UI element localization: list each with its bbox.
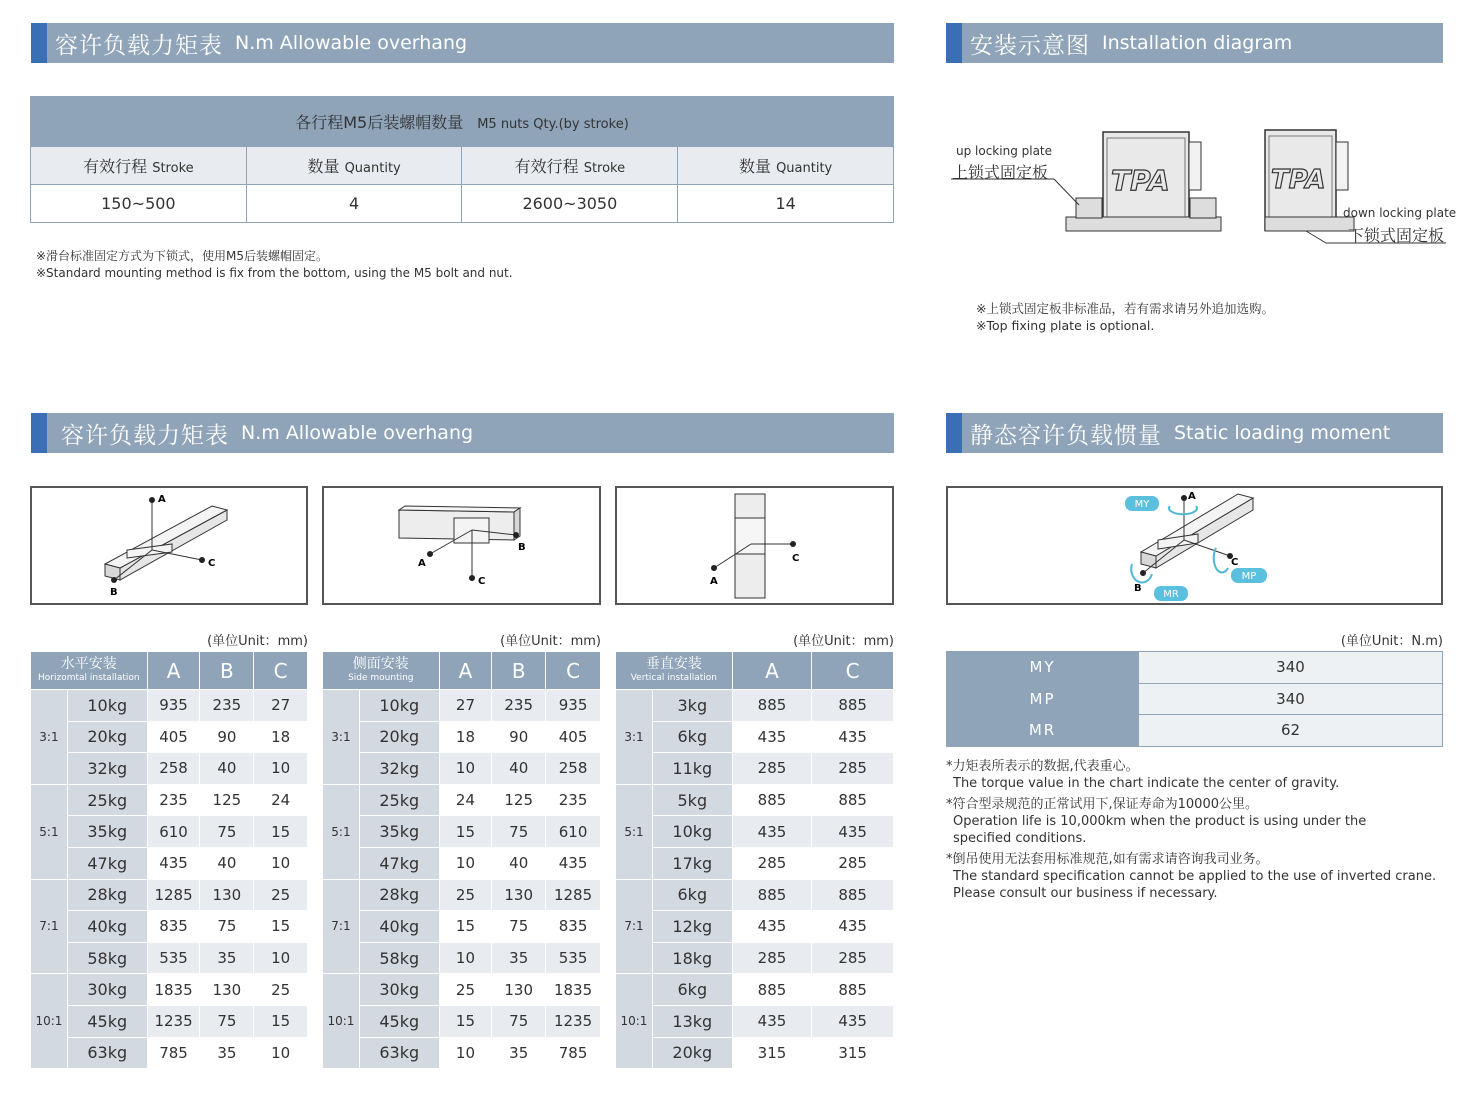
- nuts-cell: 4: [246, 185, 462, 223]
- axis-label-c: C: [792, 553, 800, 564]
- note-en: Please consult our business if necessary.: [953, 886, 1218, 901]
- vertical-overhang-table: [615, 651, 894, 1069]
- value-cell: 1285: [546, 879, 601, 911]
- value-cell: 35: [492, 942, 546, 974]
- value-cell: 835: [546, 911, 601, 943]
- axis-label-b: B: [1134, 583, 1142, 594]
- table-row: [31, 690, 308, 722]
- value-cell: 785: [546, 1037, 601, 1069]
- axis-label-a: A: [710, 576, 718, 587]
- value-cell: 235: [147, 784, 200, 816]
- col-en: Stroke: [583, 161, 626, 176]
- value-cell: 15: [254, 816, 308, 848]
- header-accent-bar: [946, 413, 962, 453]
- value-cell: 405: [546, 721, 601, 753]
- value-cell: 885: [812, 974, 894, 1006]
- value-cell: 785: [147, 1037, 200, 1069]
- value-cell: 10: [439, 753, 492, 785]
- value-cell: 610: [546, 816, 601, 848]
- load-cell: 3kg: [652, 690, 732, 722]
- unit-label: (单位Unit：mm): [207, 634, 308, 649]
- horizontal-overhang-table: [30, 651, 308, 1069]
- load-cell: 58kg: [359, 942, 439, 974]
- value-cell: 130: [492, 879, 546, 911]
- side-mount-diagram: [322, 486, 601, 605]
- value-cell: 10: [254, 1037, 308, 1069]
- static-value: 340: [1139, 652, 1443, 684]
- label-zh: 侧面安装: [352, 655, 409, 672]
- table-row: [323, 942, 601, 974]
- header-accent-bar: [31, 23, 47, 63]
- up-plate-label-en: up locking plate: [956, 144, 1053, 158]
- header-title-en: Installation diagram: [1102, 32, 1293, 54]
- value-cell: 125: [200, 784, 254, 816]
- table-row: [31, 784, 308, 816]
- static-row: [947, 652, 1443, 684]
- value-cell: 835: [147, 911, 200, 943]
- load-cell: 11kg: [652, 753, 732, 785]
- load-cell: 40kg: [359, 911, 439, 943]
- header-accent-bar: [946, 23, 962, 63]
- vertical-table-label: [616, 652, 733, 690]
- static-key: MR: [947, 715, 1139, 747]
- overhang-section-header: [31, 413, 894, 453]
- value-cell: 130: [492, 974, 546, 1006]
- down-plate-label-zh: 下锁式固定板: [1348, 226, 1445, 245]
- nuts-cell: 2600~3050: [462, 185, 678, 223]
- axis-label-a: A: [418, 558, 426, 569]
- value-cell: 75: [492, 911, 546, 943]
- nuts-col-stroke: [31, 147, 247, 185]
- value-cell: 235: [200, 690, 254, 722]
- table-row: [323, 816, 601, 848]
- table-row: [323, 753, 601, 785]
- col-header: C: [812, 652, 894, 690]
- load-cell: 18kg: [652, 942, 732, 974]
- table-row: [31, 974, 308, 1006]
- ratio-cell: 10:1: [323, 974, 360, 1069]
- table-row: [616, 847, 894, 879]
- col-header: A: [147, 652, 200, 690]
- note-en: specified conditions.: [953, 831, 1087, 846]
- value-cell: 435: [732, 1005, 812, 1037]
- value-cell: 24: [254, 784, 308, 816]
- mp-rotation-arrow: [1214, 548, 1228, 573]
- nuts-col-qty: [246, 147, 462, 185]
- nuts-table-title: [31, 97, 894, 147]
- load-cell: 6kg: [652, 721, 732, 753]
- table-row: [323, 721, 601, 753]
- load-cell: 5kg: [652, 784, 732, 816]
- value-cell: 235: [546, 784, 601, 816]
- load-cell: 35kg: [359, 816, 439, 848]
- load-cell: 20kg: [359, 721, 439, 753]
- static-value: 340: [1139, 683, 1443, 715]
- value-cell: 1835: [546, 974, 601, 1006]
- value-cell: 10: [439, 847, 492, 879]
- value-cell: 75: [200, 1005, 254, 1037]
- table-row: [31, 911, 308, 943]
- value-cell: 18: [439, 721, 492, 753]
- table-row: [323, 1005, 601, 1037]
- right-notes: [946, 758, 1446, 902]
- static-moment-table: [946, 651, 1443, 747]
- ratio-cell: 5:1: [323, 784, 360, 879]
- value-cell: 15: [439, 911, 492, 943]
- nuts-note-zh: ※滑台标准固定方式为下锁式，使用M5后装螺帽固定。: [36, 249, 329, 263]
- unit-label: (单位Unit：mm): [793, 634, 894, 649]
- value-cell: 130: [200, 879, 254, 911]
- load-cell: 10kg: [359, 690, 439, 722]
- value-cell: 535: [546, 942, 601, 974]
- static-row: [947, 683, 1443, 715]
- my-badge-label: MY: [1134, 499, 1150, 510]
- label-en: Horizomtal installation: [38, 672, 140, 683]
- value-cell: 885: [812, 784, 894, 816]
- note-en: Operation life is 10,000km when the product is using under the: [953, 814, 1367, 829]
- load-cell: 10kg: [652, 816, 732, 848]
- axis-label-c: C: [1231, 557, 1239, 568]
- table-row: [616, 1037, 894, 1069]
- value-cell: 40: [492, 847, 546, 879]
- nuts-title-zh: 各行程M5后装螺帽数量: [295, 113, 464, 132]
- table-row: [31, 942, 308, 974]
- value-cell: 15: [254, 911, 308, 943]
- axis-label-c: C: [478, 576, 486, 587]
- value-cell: 435: [732, 816, 812, 848]
- header-title-en: N.m Allowable overhang: [235, 32, 468, 54]
- value-cell: 435: [812, 816, 894, 848]
- header-title-en: Static loading moment: [1174, 422, 1391, 444]
- value-cell: 1835: [147, 974, 200, 1006]
- load-cell: 63kg: [67, 1037, 147, 1069]
- note-en: The standard specification cannot be applied to the use of inverted crane.: [953, 869, 1437, 884]
- label-zh: 垂直安装: [645, 655, 702, 672]
- value-cell: 25: [254, 879, 308, 911]
- load-cell: 20kg: [67, 721, 147, 753]
- col-header: A: [439, 652, 492, 690]
- load-cell: 20kg: [652, 1037, 732, 1069]
- table-row: [616, 911, 894, 943]
- unit-label: (单位Unit：N.m): [1340, 634, 1443, 649]
- tpa-logo: TPA: [1271, 165, 1326, 195]
- value-cell: 75: [200, 911, 254, 943]
- table-row: [31, 847, 308, 879]
- value-cell: 285: [732, 942, 812, 974]
- down-plate-label-en: down locking plate: [1343, 206, 1457, 220]
- load-cell: 45kg: [359, 1005, 439, 1037]
- static-value: 62: [1139, 715, 1443, 747]
- ratio-cell: 7:1: [323, 879, 360, 974]
- install-section-header: [946, 23, 1443, 63]
- value-cell: 435: [812, 721, 894, 753]
- table-row: [616, 1005, 894, 1037]
- value-cell: 10: [254, 753, 308, 785]
- ratio-cell: 3:1: [323, 690, 360, 785]
- load-cell: 35kg: [67, 816, 147, 848]
- load-cell: 32kg: [67, 753, 147, 785]
- value-cell: 15: [254, 1005, 308, 1037]
- value-cell: 285: [732, 753, 812, 785]
- table-row: [616, 879, 894, 911]
- vertical-mount-diagram: [615, 486, 894, 605]
- note-en: The torque value in the chart indicate the center of gravity.: [953, 776, 1340, 791]
- value-cell: 10: [254, 847, 308, 879]
- value-cell: 285: [812, 942, 894, 974]
- mp-badge-label: MP: [1241, 571, 1257, 582]
- label-zh: 水平安装: [60, 655, 117, 672]
- horizontal-mount-diagram: [30, 486, 308, 605]
- nuts-cell: 150~500: [31, 185, 247, 223]
- table-row: [616, 816, 894, 848]
- value-cell: 25: [439, 879, 492, 911]
- value-cell: 1235: [546, 1005, 601, 1037]
- ratio-cell: 5:1: [31, 784, 68, 879]
- load-cell: 32kg: [359, 753, 439, 785]
- value-cell: 75: [200, 816, 254, 848]
- nuts-note: [36, 248, 513, 282]
- nuts-title-en: M5 nuts Qty.(by stroke): [477, 117, 629, 132]
- ratio-cell: 7:1: [616, 879, 653, 974]
- value-cell: 610: [147, 816, 200, 848]
- value-cell: 27: [254, 690, 308, 722]
- value-cell: 315: [812, 1037, 894, 1069]
- value-cell: 24: [439, 784, 492, 816]
- note-zh: *力矩表所表示的数据,代表重心。: [946, 759, 1139, 774]
- value-cell: 885: [812, 879, 894, 911]
- col-header: A: [732, 652, 812, 690]
- col-zh: 数量: [307, 157, 340, 176]
- table-row: [323, 974, 601, 1006]
- col-en: Quantity: [344, 161, 401, 176]
- table-row: [31, 1005, 308, 1037]
- ratio-cell: 3:1: [31, 690, 68, 785]
- load-cell: 30kg: [359, 974, 439, 1006]
- value-cell: 90: [200, 721, 254, 753]
- col-header: B: [492, 652, 546, 690]
- static-key: MP: [947, 683, 1139, 715]
- load-cell: 25kg: [67, 784, 147, 816]
- value-cell: 885: [732, 784, 812, 816]
- value-cell: 435: [812, 911, 894, 943]
- col-header: C: [254, 652, 308, 690]
- install-note: [976, 300, 1274, 334]
- col-zh: 有效行程: [83, 157, 148, 176]
- load-cell: 6kg: [652, 974, 732, 1006]
- table-row: [31, 879, 308, 911]
- axis-label-b: B: [518, 542, 526, 553]
- value-cell: 885: [812, 690, 894, 722]
- static-moment-diagram: [946, 486, 1443, 605]
- install-note-en: ※Top fixing plate is optional.: [976, 318, 1155, 333]
- axis-label-a: A: [1188, 491, 1196, 502]
- load-cell: 6kg: [652, 879, 732, 911]
- ratio-cell: 5:1: [616, 784, 653, 879]
- my-rotation-arrow: [1169, 506, 1197, 514]
- value-cell: 885: [732, 879, 812, 911]
- nuts-note-en: ※Standard mounting method is fix from the bottom, using the M5 bolt and nut.: [36, 266, 513, 280]
- value-cell: 15: [439, 816, 492, 848]
- note-zh: *符合型录规范的正常试用下,保证寿命为10000公里。: [946, 797, 1258, 812]
- load-cell: 47kg: [67, 847, 147, 879]
- static-key: MY: [947, 652, 1139, 684]
- axis-label-c: C: [208, 558, 216, 569]
- nuts-section-header: [31, 23, 894, 63]
- ratio-cell: 7:1: [31, 879, 68, 974]
- ratio-cell: 3:1: [616, 690, 653, 785]
- value-cell: 25: [254, 974, 308, 1006]
- value-cell: 315: [732, 1037, 812, 1069]
- table-row: [31, 753, 308, 785]
- value-cell: 75: [492, 1005, 546, 1037]
- col-zh: 有效行程: [514, 157, 579, 176]
- load-cell: 10kg: [67, 690, 147, 722]
- tpa-logo: TPA: [1111, 164, 1170, 197]
- table-row: [323, 784, 601, 816]
- value-cell: 258: [147, 753, 200, 785]
- value-cell: 435: [732, 721, 812, 753]
- value-cell: 40: [200, 847, 254, 879]
- header-accent-bar: [31, 413, 47, 453]
- table-row: [616, 721, 894, 753]
- nuts-col-stroke: [462, 147, 678, 185]
- header-title-zh: 容许负载力矩表: [61, 422, 229, 449]
- load-cell: 28kg: [359, 879, 439, 911]
- note-zh: *倒吊使用无法套用标准规范,如有需求请咨询我司业务。: [946, 852, 1269, 867]
- value-cell: 10: [254, 942, 308, 974]
- load-cell: 28kg: [67, 879, 147, 911]
- table-row: [31, 816, 308, 848]
- table-row: [323, 690, 601, 722]
- value-cell: 405: [147, 721, 200, 753]
- value-cell: 535: [147, 942, 200, 974]
- axis-label-a: A: [158, 494, 166, 505]
- col-header: B: [200, 652, 254, 690]
- value-cell: 285: [812, 847, 894, 879]
- horizontal-table-label: [31, 652, 148, 690]
- value-cell: 435: [147, 847, 200, 879]
- value-cell: 435: [732, 911, 812, 943]
- col-en: Stroke: [152, 161, 194, 176]
- load-cell: 47kg: [359, 847, 439, 879]
- load-cell: 25kg: [359, 784, 439, 816]
- mr-badge-label: MR: [1163, 589, 1179, 600]
- value-cell: 885: [732, 974, 812, 1006]
- value-cell: 75: [492, 816, 546, 848]
- table-row: [616, 974, 894, 1006]
- nuts-table: [30, 96, 894, 223]
- table-row: [616, 784, 894, 816]
- value-cell: 125: [492, 784, 546, 816]
- value-cell: 25: [439, 974, 492, 1006]
- side-table-label: [323, 652, 440, 690]
- unit-label: (单位Unit：mm): [500, 634, 601, 649]
- table-row: [323, 847, 601, 879]
- header-title-zh: 容许负载力矩表: [55, 32, 223, 59]
- load-cell: 12kg: [652, 911, 732, 943]
- value-cell: 935: [147, 690, 200, 722]
- header-title-zh: 静态容许负载惯量: [970, 422, 1162, 449]
- value-cell: 435: [812, 1005, 894, 1037]
- table-row: [323, 1037, 601, 1069]
- value-cell: 1285: [147, 879, 200, 911]
- value-cell: 130: [200, 974, 254, 1006]
- table-row: [31, 721, 308, 753]
- value-cell: 285: [812, 753, 894, 785]
- up-plate-label-zh: 上锁式固定板: [952, 163, 1049, 182]
- value-cell: 35: [200, 1037, 254, 1069]
- value-cell: 885: [732, 690, 812, 722]
- install-note-zh: ※上锁式固定板非标准品，若有需求请另外追加选购。: [976, 301, 1274, 316]
- ratio-cell: 10:1: [616, 974, 653, 1069]
- value-cell: 258: [546, 753, 601, 785]
- col-header: C: [546, 652, 601, 690]
- value-cell: 235: [492, 690, 546, 722]
- label-en: Vertical installation: [630, 672, 717, 683]
- header-title-en: N.m Allowable overhang: [241, 422, 474, 444]
- load-cell: 17kg: [652, 847, 732, 879]
- value-cell: 35: [492, 1037, 546, 1069]
- nuts-col-qty: [678, 147, 894, 185]
- value-cell: 285: [732, 847, 812, 879]
- value-cell: 27: [439, 690, 492, 722]
- value-cell: 40: [492, 753, 546, 785]
- load-cell: 40kg: [67, 911, 147, 943]
- value-cell: 10: [439, 1037, 492, 1069]
- value-cell: 15: [439, 1005, 492, 1037]
- value-cell: 1235: [147, 1005, 200, 1037]
- side-overhang-table: [322, 651, 601, 1069]
- value-cell: 935: [546, 690, 601, 722]
- table-row: [616, 690, 894, 722]
- axis-label-b: B: [110, 587, 118, 598]
- value-cell: 40: [200, 753, 254, 785]
- value-cell: 18: [254, 721, 308, 753]
- static-section-header: [946, 413, 1443, 453]
- value-cell: 10: [439, 942, 492, 974]
- col-zh: 数量: [738, 157, 771, 176]
- value-cell: 35: [200, 942, 254, 974]
- table-row: [616, 753, 894, 785]
- table-row: [323, 911, 601, 943]
- static-row: [947, 715, 1443, 747]
- table-row: [323, 879, 601, 911]
- nuts-cell: 14: [678, 185, 894, 223]
- header-title-zh: 安装示意图: [970, 32, 1090, 59]
- load-cell: 58kg: [67, 942, 147, 974]
- load-cell: 63kg: [359, 1037, 439, 1069]
- table-row: [31, 1037, 308, 1069]
- load-cell: 13kg: [652, 1005, 732, 1037]
- ratio-cell: 10:1: [31, 974, 68, 1069]
- label-en: Side mounting: [348, 672, 414, 683]
- value-cell: 90: [492, 721, 546, 753]
- value-cell: 435: [546, 847, 601, 879]
- table-row: [616, 942, 894, 974]
- load-cell: 30kg: [67, 974, 147, 1006]
- col-en: Quantity: [776, 161, 833, 176]
- load-cell: 45kg: [67, 1005, 147, 1037]
